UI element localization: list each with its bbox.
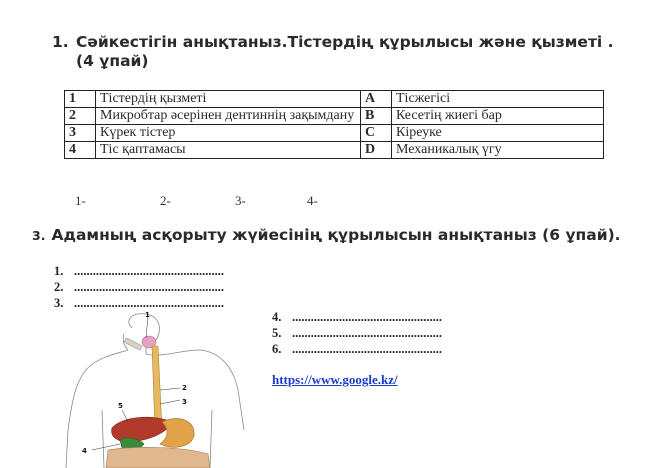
blank-line[interactable]: ................................................: [292, 310, 442, 324]
answer-slot[interactable]: 4-: [307, 193, 318, 208]
blank-number: 6.: [272, 342, 282, 356]
table-row: [65, 125, 604, 142]
option-cell: Механикалық үгу: [392, 142, 604, 159]
blank-row[interactable]: [54, 295, 224, 311]
option-letter: D: [361, 142, 392, 159]
figure-label: 5: [118, 402, 123, 410]
row-number: 2: [65, 108, 96, 125]
row-number: 1: [65, 91, 96, 108]
blank-row[interactable]: [272, 341, 442, 357]
question-1-title: Сәйкестігін анықтаныз.Тістердің құрылысы және қызметі .: [76, 33, 614, 51]
question-1-heading: [52, 33, 614, 71]
blank-line[interactable]: ................................................: [292, 326, 442, 340]
google-link[interactable]: https://www.google.kz/: [272, 372, 398, 387]
blank-line[interactable]: ................................................: [74, 296, 224, 310]
figure-label: 3: [182, 398, 187, 406]
blank-line[interactable]: ................................................: [74, 280, 224, 294]
blank-line[interactable]: ................................................: [74, 264, 224, 278]
liver: [112, 417, 172, 442]
option-cell: Кіреуке: [392, 125, 604, 142]
oral-cavity: [124, 336, 156, 350]
option-letter: C: [361, 125, 392, 142]
row-number: 4: [65, 142, 96, 159]
blank-row[interactable]: [272, 325, 442, 341]
option-letter: B: [361, 108, 392, 125]
answer-slot[interactable]: 1-: [75, 193, 86, 208]
option-cell: Кесетің жиегі бар: [392, 108, 604, 125]
blank-number: 3.: [54, 296, 64, 310]
question-1-points: (4 ұпай): [76, 52, 149, 70]
question-1-number: 1.: [52, 33, 69, 51]
function-cell: Күрек тістер: [96, 125, 361, 142]
blank-row[interactable]: [54, 279, 224, 295]
blank-line[interactable]: ................................................: [292, 342, 442, 356]
blanks-left: [54, 263, 224, 311]
figure-label: 1: [145, 311, 150, 319]
question-3-number: 3.: [32, 228, 46, 243]
row-number: 3: [65, 125, 96, 142]
figure-label: 2: [182, 384, 187, 392]
blank-row[interactable]: [54, 263, 224, 279]
blank-number: 5.: [272, 326, 282, 340]
function-cell: Тістердің қызметі: [96, 91, 361, 108]
digestive-system-figure: [62, 310, 247, 468]
table-row: [65, 91, 604, 108]
table-row: [65, 142, 604, 159]
function-cell: Тіс қаптамасы: [96, 142, 361, 159]
question-3-title: Адамның асқорыту жүйесінің құрылысын анықтаныз (6 ұпай).: [51, 226, 621, 244]
blanks-right: [272, 309, 442, 357]
function-cell: Микробтар әсерінен дентиннің зақымдану: [96, 108, 361, 125]
blank-row[interactable]: [272, 309, 442, 325]
answer-slot[interactable]: 3-: [235, 193, 246, 208]
question-3-heading: [32, 226, 621, 244]
option-cell: Тісжегісі: [392, 91, 604, 108]
blank-number: 2.: [54, 280, 64, 294]
matching-table: [64, 90, 604, 159]
table-row: [65, 108, 604, 125]
answer-slot[interactable]: 2-: [160, 193, 171, 208]
stomach: [160, 418, 194, 447]
blank-number: 1.: [54, 264, 64, 278]
blank-number: 4.: [272, 310, 282, 324]
option-letter: A: [361, 91, 392, 108]
intestines: [106, 447, 210, 468]
figure-label: 4: [82, 447, 87, 455]
